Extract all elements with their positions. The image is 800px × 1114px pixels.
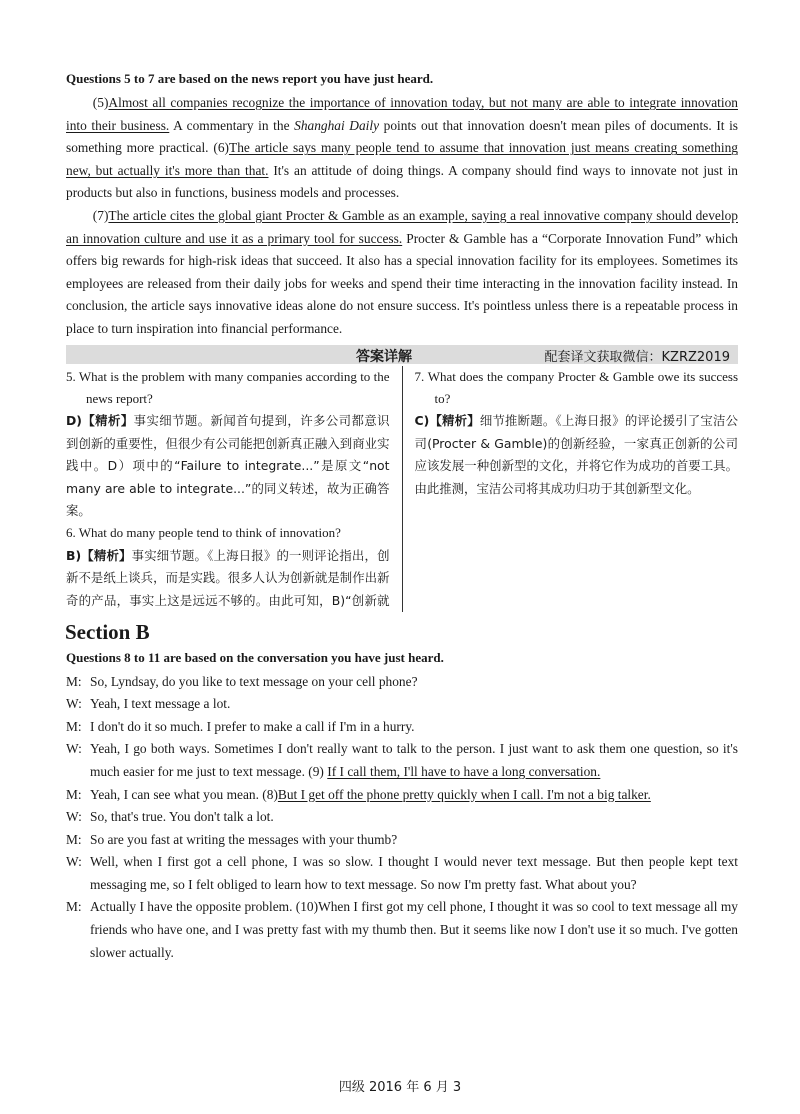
speaker-label: W: [66,809,82,825]
conversation [66,671,738,965]
news-text: It's an attitude of doing things. A company should find ways to innovate not just in products but also in functions, business models and processes. [66,162,738,201]
dialogue-text: So are you fast at writing the messages with your thumb? [90,831,398,847]
news-paragraph-1 [66,92,738,205]
answer-explanation: 事实细节题。《上海日报》的一则评论指出，创新不是纸上谈兵，而是实践。很多人认为创新就是制作出新奇的产品，事实上这是远远不够的。由此可知，B)“创新就 [66,547,390,608]
dialogue-text: Yeah, I text message a lot. [90,696,231,712]
answer-5 [66,410,390,522]
question-number: 6. [66,525,76,541]
news-underlined-text: The article says many people tend to assume that innovation just means creating something new, but actually it's more than that. [66,140,738,178]
dialogue-line [66,851,738,896]
question-number: 7. [414,368,425,384]
speaker-label: W: [66,696,82,712]
news-text: points out that innovation doesn't mean piles of documents. It is something more practical. (6) [66,117,739,156]
speaker-label: M: [66,786,82,802]
dialogue-text: Yeah, I go both ways. Sometimes I don't really want to talk to the person. I just want to ask them one question, so it's much easier for me just to text message. (9) [90,741,738,779]
question-5 [66,366,390,411]
answer-7 [415,410,739,500]
dialogue-line [66,738,738,783]
dialogue-text: So, that's true. You don't talk a lot. [90,809,274,825]
answer-column-left [66,366,403,612]
dialogue-text: Yeah, I can see what you mean. (8) [90,786,278,802]
dialogue-underlined-text: If I call them, I'll have to have a long conversation. [327,763,601,779]
dialogue-text: Actually I have the opposite problem. (10)When I first got my cell phone, I thought it was so cool to text message all my friends who have one, and I was pretty fast with my thumb then. But it seems like now I don't use it so much. I've gotten slower actually. [90,899,738,960]
question-7 [415,366,739,411]
news-text: (5) [92,95,109,110]
dialogue-line [66,716,738,739]
news-underlined-text: The article cites the global giant Procter & Gamble as an example, saying a real innovative company should develop an innovation culture and use it as a primary tool for success. [66,207,738,246]
speaker-label: M: [66,831,82,847]
answer-label: D)【精析】 [66,413,134,429]
speaker-label: M: [66,899,82,915]
answer-label: B)【精析】 [66,547,132,563]
answer-explanation: 细节推断题。《上海日报》的评论援引了宝洁公司(Procter & Gamble)的创新经验，一家真正创新的公司应该发展一种创新型的文化，并将它作为成功的首要工具。由此推测，宝洁公司将其成功归功于其创新型文化。 [414,413,738,496]
dialogue-text: Well, when I first got a cell phone, I was so slow. I thought I would never text message. But then people kept text messaging me, so I felt obliged to learn how to text message. So now I'm pretty fast. What about you? [90,854,738,892]
answer-label: C)【精析】 [414,413,480,429]
dialogue-line [66,784,738,807]
news-text: Procter & Gamble has a “Corporate Innovation Fund” which offers big rewards for high-risk ideas that succeed. It also has a special innovation facility for its employees. Sometimes its employees are released from their daily jobs for weeks and spend their time interacting in the innovation facility instead. In conclusion, the article says innovative ideas alone do not ensure success. It's pointless unless there is a repeatable process in place to turn inspiration into financial performance. [66,230,738,336]
news-text: Shanghai Daily [294,117,380,133]
part-a-heading: Questions 5 to 7 are based on the news report you have just heard. [66,71,434,86]
dialogue-line [66,896,738,964]
wechat-notice: 配套译文获取微信：KZRZ2019 [544,349,730,365]
answer-banner-title: 答案详解 [356,348,412,365]
answer-banner [66,345,738,364]
question-number: 5. [66,368,76,384]
dialogue-text: I don't do it so much. I prefer to make a call if I'm in a hurry. [90,718,415,734]
question-text: What does the company Procter & Gamble owe its success to? [427,368,739,406]
page-content [66,70,738,964]
answer-explanation: 事实细节题。新闻首句提到，许多公司都意识到创新的重要性，但很少有公司能把创新真正融入到商业实践中。D）项中的“Failure to integrate...”是原文“not many are able to integrate...”的同义转述，故为正确答案。 [66,413,390,518]
news-underlined-text: Almost all companies recognize the importance of innovation today, but not many are able to integrate innovation into their business. [66,95,738,133]
question-6 [66,522,390,544]
question-text: What do many people tend to think of innovation? [78,525,341,541]
section-b-title: Section B [65,619,150,644]
dialogue-line [66,693,738,716]
speaker-label: W: [66,854,82,870]
dialogue-underlined-text: But I get off the phone pretty quickly when I call. I'm not a big talker. [277,786,651,802]
dialogue-line [66,806,738,829]
answer-6 [66,545,390,611]
question-text: What is the problem with many companies according to the news report? [78,368,390,406]
dialogue-line [66,671,738,694]
answer-column-right [403,366,739,612]
speaker-label: M: [66,673,82,689]
section-b-heading: Questions 8 to 11 are based on the conversation you have just heard. [66,649,444,665]
answer-columns [66,366,738,612]
speaker-label: M: [66,718,82,734]
dialogue-line [66,829,738,852]
news-paragraph-2 [66,205,738,341]
speaker-label: W: [66,741,82,757]
news-text: A commentary in the [169,117,295,133]
page-footer: 四级 2016 年 6 月 3 [338,1080,462,1095]
dialogue-text: So, Lyndsay, do you like to text message on your cell phone? [90,673,418,689]
news-text: (7) [92,207,109,223]
